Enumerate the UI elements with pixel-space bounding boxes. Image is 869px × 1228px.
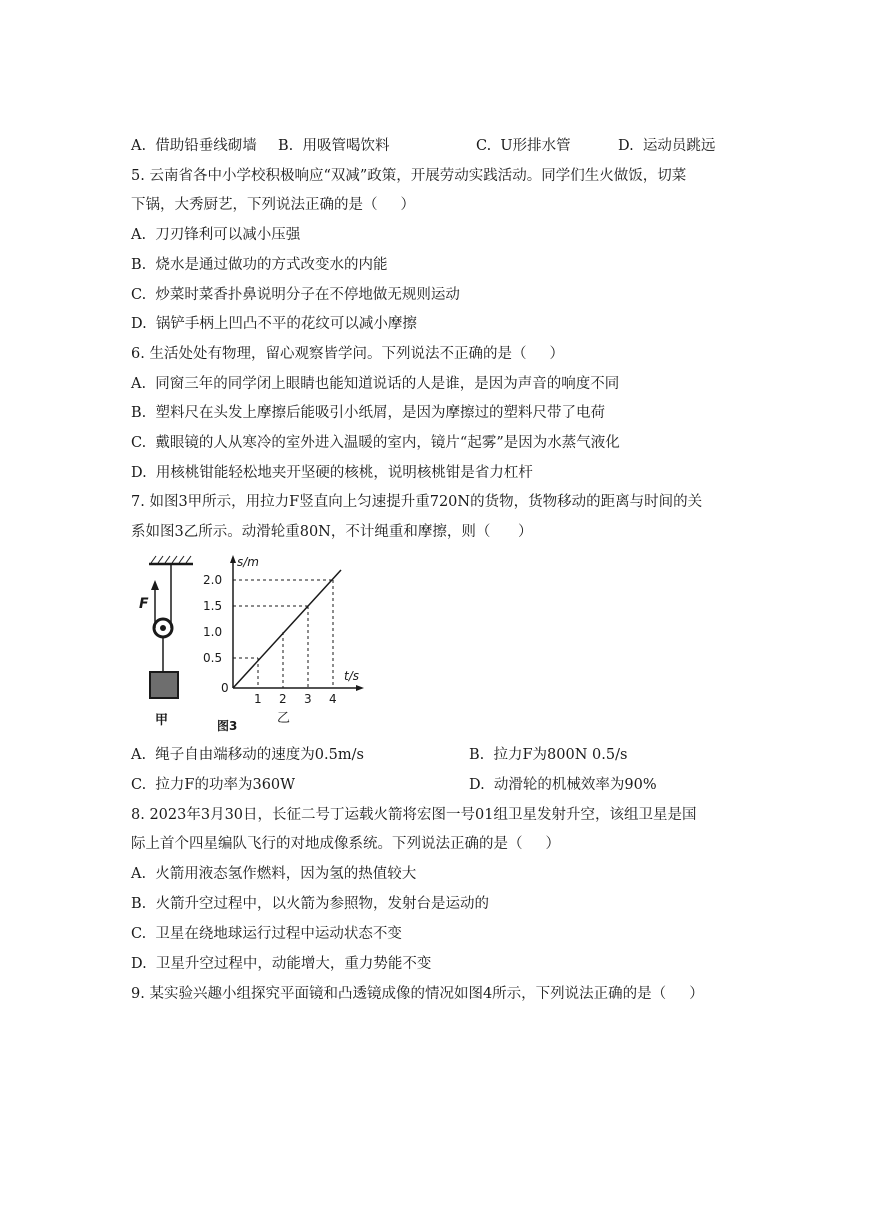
q4-option-c: C. U形排水管 <box>476 138 571 154</box>
origin-label: 0 <box>221 681 229 695</box>
x-tick-3: 3 <box>304 692 312 706</box>
q9-stem: 9. 某实验兴趣小组探究平面镜和凸透镜成像的情况如图4所示，下列说法正确的是（ ） <box>131 986 704 1002</box>
x-axis-label: t/s <box>344 669 359 683</box>
q7-option-c: C. 拉力F的功率为360W <box>131 777 296 793</box>
q6-option-b: B. 塑料尺在头发上摩擦后能吸引小纸屑，是因为摩擦过的塑料尺带了电荷 <box>131 405 605 421</box>
q8-stem-line1: 8. 2023年3月30日，长征二号丁运载火箭将宏图一号01组卫星发射升空，该组卫星是国 <box>131 807 697 823</box>
y-tick-1-5: 1.5 <box>203 599 223 613</box>
q7-option-b: B. 拉力F为800N 0.5/s <box>469 747 628 763</box>
q6-option-c: C. 戴眼镜的人从寒冷的室外进入温暖的室内，镜片“起雾”是因为水蒸气液化 <box>131 435 620 451</box>
q4-option-a: A. 借助铅垂线砌墙 <box>131 138 257 154</box>
st-graph <box>203 555 364 726</box>
x-tick-1: 1 <box>254 692 262 706</box>
figure-3 <box>131 552 381 742</box>
q4-option-b: B. 用吸管喝饮料 <box>278 138 390 154</box>
q7-stem-line1: 7. 如图3甲所示，用拉力F竖直向上匀速提升重720N的货物，货物移动的距离与时间的关 <box>131 494 703 510</box>
y-axis-label: s/m <box>237 555 259 569</box>
q5-option-c: C. 炒菜时菜香扑鼻说明分子在不停地做无规则运动 <box>131 287 460 303</box>
q7-option-d: D. 动滑轮的机械效率为90% <box>469 777 657 793</box>
q5-stem-line1: 5. 云南省各中小学校积极响应“双减”政策，开展劳动实践活动。同学们生火做饭，切菜 <box>131 168 687 184</box>
q5-option-b: B. 烧水是通过做功的方式改变水的内能 <box>131 257 388 273</box>
y-tick-2-0: 2.0 <box>203 573 223 587</box>
y-tick-0-5: 0.5 <box>203 651 223 665</box>
x-tick-2: 2 <box>279 692 287 706</box>
q8-option-c: C. 卫星在绕地球运行过程中运动状态不变 <box>131 926 402 942</box>
x-tick-4: 4 <box>329 692 337 706</box>
q8-option-d: D. 卫星升空过程中，动能增大，重力势能不变 <box>131 956 432 972</box>
q8-option-a: A. 火箭用液态氢作燃料，因为氢的热值较大 <box>131 866 417 882</box>
q6-option-a: A. 同窗三年的同学闭上眼睛也能知道说话的人是谁，是因为声音的响度不同 <box>131 376 620 392</box>
figure-caption: 图3 <box>217 719 238 733</box>
force-label: F <box>139 596 149 612</box>
q7-stem-line2: 系如图3乙所示。动滑轮重80N，不计绳重和摩擦，则（ ） <box>131 524 533 540</box>
q6-option-d: D. 用核桃钳能轻松地夹开坚硬的核桃，说明核桃钳是省力杠杆 <box>131 465 533 481</box>
caption-yi: 乙 <box>277 711 291 726</box>
q7-option-a: A. 绳子自由端移动的速度为0.5m/s <box>131 747 364 763</box>
q5-option-a: A. 刀刃锋利可以减小压强 <box>131 227 301 243</box>
pulley-diagram <box>139 556 193 728</box>
q5-stem-line2: 下锅，大秀厨艺，下列说法正确的是（ ） <box>131 197 416 213</box>
q5-option-d: D. 锅铲手柄上凹凸不平的花纹可以减小摩擦 <box>131 316 417 332</box>
q8-option-b: B. 火箭升空过程中，以火箭为参照物，发射台是运动的 <box>131 896 489 912</box>
q8-stem-line2: 际上首个四星编队飞行的对地成像系统。下列说法正确的是（ ） <box>131 836 561 852</box>
y-tick-1-0: 1.0 <box>203 625 223 639</box>
caption-jia: 甲 <box>155 713 169 728</box>
q4-option-d: D. 运动员跳远 <box>618 138 716 154</box>
q6-stem: 6. 生活处处有物理，留心观察皆学问。下列说法不正确的是（ ） <box>131 346 564 362</box>
